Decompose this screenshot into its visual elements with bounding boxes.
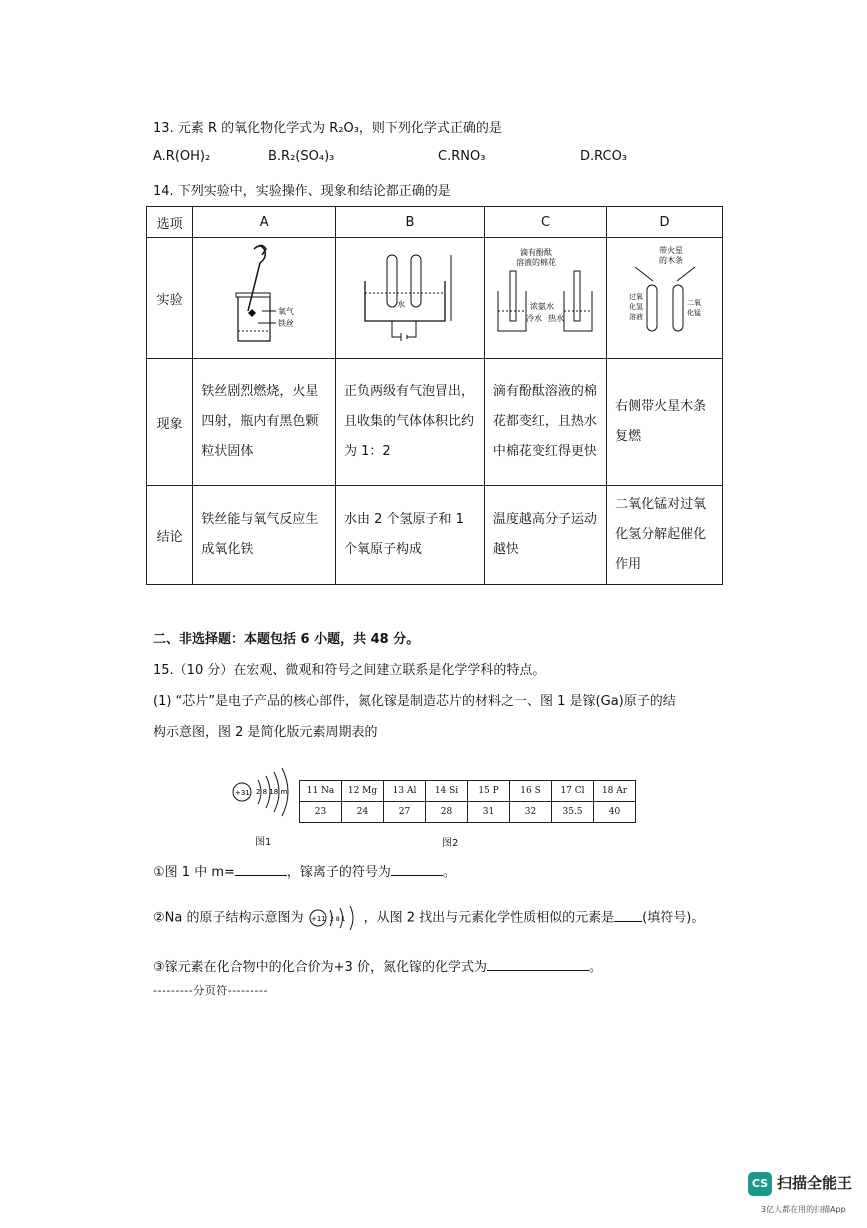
iron-combustion-icon [214, 241, 314, 351]
phenomenon-c: 滴有酚酞溶液的棉花都变红，且热水中棉花变红得更快 [484, 359, 606, 486]
svg-text:热水: 热水 [548, 314, 565, 323]
experiment-table [146, 206, 723, 585]
molecule-motion-icon [490, 241, 600, 351]
element-mass: 35.5 [552, 802, 594, 823]
phenomenon-a: 铁丝剧烈燃烧，火星四射，瓶内有黑色颗粒状固体 [193, 359, 336, 486]
experiment-d-diagram [607, 238, 723, 359]
q13-stem: 13. 元素 R 的氧化物化学式为 R₂O₃，则下列化学式正确的是 [153, 121, 502, 136]
row-label-phenomenon: 现象 [147, 359, 193, 486]
svg-text:+31: +31 [235, 789, 250, 797]
svg-text:氧气: 氧气 [278, 307, 295, 316]
svg-text:水: 水 [396, 300, 405, 309]
experiment-a-diagram [193, 238, 336, 359]
svg-text:化锰: 化锰 [686, 309, 701, 317]
q15-part1-line1: (1) “芯片”是电子产品的核心部件，氮化镓是制造芯片的材料之一、图 1 是镓(Ga)原子的结 [153, 694, 676, 709]
header-c: C [484, 207, 606, 238]
conclusion-b: 水由 2 个氢原子和 1 个氧原子构成 [335, 486, 484, 585]
svg-text:化氢: 化氢 [628, 303, 643, 311]
element-mass: 31 [468, 802, 510, 823]
q15-sub2: ②Na 的原子结构示意图为 +11 2 8 1 ，从图 2 找出与元素化学性质相似的元素是 (填符号)。 [153, 906, 704, 930]
answer-blank-element[interactable] [614, 921, 642, 922]
conclusion-a: 铁丝能与氧气反应生成氧化铁 [193, 486, 336, 585]
element-mass: 32 [510, 802, 552, 823]
header-option: 选项 [147, 207, 193, 238]
gallium-atom-diagram [228, 768, 298, 828]
q13-option-b: B.R₂(SO₄)₃ [268, 149, 335, 164]
answer-blank-m[interactable] [235, 875, 287, 876]
answer-blank-formula[interactable] [487, 970, 589, 971]
phenomenon-d: 右侧带火星木条复燃 [607, 359, 723, 486]
camscanner-name: 扫描全能王 [777, 1174, 853, 1192]
svg-text:浓氨水: 浓氨水 [530, 302, 555, 311]
svg-text:冷水: 冷水 [526, 314, 543, 323]
q15-part1-line2: 构示意图，图 2 是简化版元素周期表的 [153, 725, 378, 740]
svg-text:二氧: 二氧 [686, 299, 701, 307]
svg-text:2 8 18 m: 2 8 18 m [256, 788, 288, 796]
periodic-table [299, 780, 636, 823]
water-electrolysis-icon [355, 241, 465, 351]
element-name: 18 Ar [594, 781, 636, 802]
experiment-c-diagram [484, 238, 606, 359]
svg-text:溶液的棉花: 溶液的棉花 [516, 258, 557, 267]
svg-text:铁丝: 铁丝 [278, 319, 295, 328]
element-name: 16 S [510, 781, 552, 802]
header-b: B [335, 207, 484, 238]
svg-text:2 8 1: 2 8 1 [329, 916, 345, 923]
q13-option-a: A.R(OH)₂ [153, 149, 211, 164]
svg-text:带火星: 带火星 [658, 246, 683, 255]
conclusion-c: 温度越高分子运动越快 [484, 486, 606, 585]
sodium-atom-diagram [308, 906, 364, 930]
camscanner-tagline: 3亿人都在用的扫描App [761, 1205, 846, 1214]
fig1-caption: 图1 [255, 837, 272, 848]
row-label-experiment: 实验 [147, 238, 193, 359]
section-heading: 二、非选择题：本题包括 6 小题，共 48 分。 [153, 632, 420, 647]
element-mass: 27 [384, 802, 426, 823]
experiment-b-diagram [335, 238, 484, 359]
fig2-caption: 图2 [442, 838, 459, 849]
camscanner-logo: CS [748, 1172, 772, 1196]
conclusion-d: 二氧化锰对过氧化氢分解起催化作用 [607, 486, 723, 585]
catalyst-test-icon [615, 241, 715, 351]
q15-stem: 15.（10 分）在宏观、微观和符号之间建立联系是化学学科的特点。 [153, 663, 546, 678]
element-name: 15 P [468, 781, 510, 802]
row-label-conclusion: 结论 [147, 486, 193, 585]
page-break: ---------分页符--------- [153, 984, 268, 997]
header-a: A [193, 207, 336, 238]
q13-option-d: D.RCO₃ [580, 149, 628, 164]
element-mass: 40 [594, 802, 636, 823]
q14-stem: 14. 下列实验中，实验操作、现象和结论都正确的是 [153, 184, 451, 199]
element-name: 11 Na [300, 781, 342, 802]
element-mass: 28 [426, 802, 468, 823]
phenomenon-b: 正负两级有气泡冒出，且收集的气体体积比约为 1：2 [335, 359, 484, 486]
answer-blank-ion[interactable] [391, 875, 443, 876]
svg-text:滴有酚酞: 滴有酚酞 [520, 248, 553, 257]
svg-text:+11: +11 [310, 915, 326, 923]
q15-sub1: ①图 1 中 m= ，镓离子的符号为 。 [153, 865, 456, 880]
element-name: 14 Si [426, 781, 468, 802]
q13-option-c: C.RNO₃ [438, 149, 486, 164]
element-name: 13 Al [384, 781, 426, 802]
svg-text:过氧: 过氧 [628, 293, 643, 301]
element-mass: 23 [300, 802, 342, 823]
element-name: 17 Cl [552, 781, 594, 802]
q15-sub3: ③镓元素在化合物中的化合价为+3 价，氮化镓的化学式为 。 [153, 960, 602, 975]
svg-text:的木条: 的木条 [658, 256, 683, 265]
header-d: D [607, 207, 723, 238]
element-name: 12 Mg [342, 781, 384, 802]
svg-text:溶液: 溶液 [628, 313, 643, 321]
element-mass: 24 [342, 802, 384, 823]
